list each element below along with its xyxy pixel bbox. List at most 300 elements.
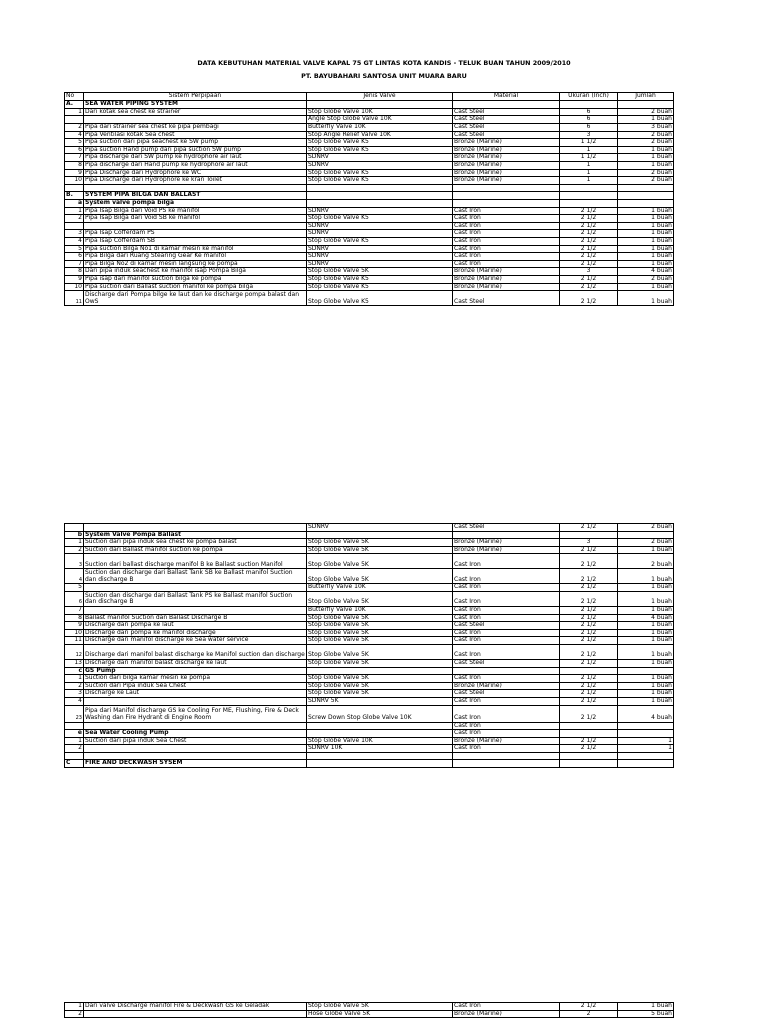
row-system: System Valve Pompa Ballast: [84, 531, 307, 539]
row-size: 2 1/2: [560, 682, 618, 690]
row-material: Bronze (Marine): [453, 162, 560, 170]
row-no: e: [65, 730, 84, 738]
row-material: Cast Iron: [453, 629, 560, 637]
row-valve-type: SDNRV 10K: [307, 745, 453, 753]
table-row: [65, 622, 674, 630]
row-material: Bronze (Marine): [453, 146, 560, 154]
row-no: 6: [65, 591, 84, 606]
row-no: 2: [65, 124, 84, 132]
table-row: [65, 139, 674, 147]
row-size: 2 1/2: [560, 591, 618, 606]
row-size: 3: [560, 268, 618, 276]
row-size: 2: [560, 1010, 618, 1018]
row-valve-type: SDNRV 5K: [307, 697, 453, 705]
table-row: [65, 722, 674, 730]
row-size: 2 1/2: [560, 737, 618, 745]
row-system: Discharge dari pompa ke manifol discharge: [84, 629, 307, 637]
table-row: [65, 1003, 674, 1011]
row-valve-type: SDNRV: [307, 230, 453, 238]
row-material: Cast Iron: [453, 230, 560, 238]
row-material: [453, 184, 560, 192]
row-no: 2: [65, 215, 84, 223]
row-valve-type: [307, 200, 453, 208]
row-material: Cast Steel: [453, 659, 560, 667]
row-valve-type: [307, 722, 453, 730]
row-quantity: 1 buah: [618, 154, 674, 162]
row-size: [560, 760, 618, 768]
table-row: [65, 283, 674, 291]
row-valve-type: [307, 184, 453, 192]
row-system: [84, 584, 307, 592]
row-material: Bronze (Marine): [453, 682, 560, 690]
row-no: 7: [65, 154, 84, 162]
table-row: [65, 200, 674, 208]
row-material: Cast Iron: [453, 591, 560, 606]
document-title: DATA KEBUTUHAN MATERIAL VALVE KAPAL 75 GT LINTAS KOTA KANDIS - TELUK BUAN TAHUN 2009/2010: [197, 59, 571, 67]
row-size: 2 1/2: [560, 637, 618, 645]
row-valve-type: Stop Globe Valve 5K: [307, 591, 453, 606]
table-row: [65, 230, 674, 238]
row-valve-type: Stop Globe Valve 10K: [307, 108, 453, 116]
row-no: [65, 524, 84, 532]
row-quantity: 1 buah: [618, 622, 674, 630]
row-quantity: 1 buah: [618, 644, 674, 659]
row-material: [453, 192, 560, 200]
row-quantity: 1 buah: [618, 162, 674, 170]
row-material: Cast Iron: [453, 569, 560, 584]
row-quantity: [618, 101, 674, 109]
row-no: 1: [65, 675, 84, 683]
row-system: [84, 1010, 307, 1018]
table-row: [65, 192, 674, 200]
row-system: Dari pipa induk seachest ke manifol isap Pompa Bilga: [84, 268, 307, 276]
row-quantity: [618, 531, 674, 539]
table-row: [65, 546, 674, 554]
row-quantity: [618, 730, 674, 738]
table-row: [65, 690, 674, 698]
row-size: [560, 531, 618, 539]
row-valve-type: Butterfly Valve 10K: [307, 584, 453, 592]
row-system: Pipa suction Bilga No1 di kamar mesin ke manifol: [84, 245, 307, 253]
row-system: Pipa suction Hand pump dari pipa suction SW pump: [84, 146, 307, 154]
row-material: Cast Steel: [453, 291, 560, 306]
table-row: [65, 169, 674, 177]
row-quantity: 1 buah: [618, 237, 674, 245]
row-no: 1: [65, 737, 84, 745]
row-system: Pipa dari strainer sea chest ke pipa pembagi: [84, 124, 307, 132]
table-row: [65, 222, 674, 230]
header-quantity: Jumlah: [618, 93, 674, 101]
table-row: [65, 184, 674, 192]
row-size: [560, 192, 618, 200]
row-system: Discharge dari pompa ke laut: [84, 622, 307, 630]
row-size: 1: [560, 146, 618, 154]
row-system: [84, 752, 307, 760]
row-no: 2: [65, 745, 84, 753]
table-row: [65, 745, 674, 753]
row-quantity: 1 buah: [618, 1003, 674, 1011]
row-size: 1: [560, 169, 618, 177]
row-valve-type: Angle Stop Globe Valve 10K: [307, 116, 453, 124]
row-quantity: 2 buah: [618, 139, 674, 147]
table-header-row: [65, 93, 674, 101]
row-size: 2 1/2: [560, 237, 618, 245]
row-quantity: 1 buah: [618, 675, 674, 683]
row-system: Pipa suction dari pipa seachest ke SW pump: [84, 139, 307, 147]
row-no: 3: [65, 554, 84, 569]
row-no: 4: [65, 569, 84, 584]
row-material: [453, 531, 560, 539]
table-row: [65, 705, 674, 722]
row-no: 1: [65, 539, 84, 547]
row-material: Cast Iron: [453, 260, 560, 268]
row-no: 4: [65, 237, 84, 245]
row-size: 2 1/2: [560, 622, 618, 630]
table-row: [65, 637, 674, 645]
row-valve-type: [307, 760, 453, 768]
row-no: 2: [65, 1010, 84, 1018]
row-no: 8: [65, 614, 84, 622]
row-no: 4: [65, 697, 84, 705]
row-quantity: 2 buah: [618, 131, 674, 139]
row-quantity: 1 buah: [618, 215, 674, 223]
row-no: 5: [65, 245, 84, 253]
row-material: Bronze (Marine): [453, 169, 560, 177]
row-system: Suction dan discharge dari Ballast Tank PS ke Ballast manifol Suction dan discharge B: [84, 591, 307, 606]
row-size: 2 1/2: [560, 207, 618, 215]
row-quantity: [618, 184, 674, 192]
row-material: Cast Iron: [453, 637, 560, 645]
table-row: [65, 539, 674, 547]
row-system: [84, 606, 307, 614]
row-quantity: 1 buah: [618, 283, 674, 291]
row-material: Cast Iron: [453, 554, 560, 569]
row-system: Suction dari pipa induk sea chest ke pompa balast: [84, 539, 307, 547]
row-size: 2 1/2: [560, 584, 618, 592]
row-valve-type: SDNRV: [307, 524, 453, 532]
row-no: 2: [65, 682, 84, 690]
row-quantity: 1 buah: [618, 659, 674, 667]
row-no: 9: [65, 622, 84, 630]
row-system: [84, 745, 307, 753]
row-system: Pipa Isap Cofferdam SB: [84, 237, 307, 245]
row-quantity: 1 buah: [618, 245, 674, 253]
row-material: Cast Iron: [453, 722, 560, 730]
row-system: FIRE AND DECKWASH SYSEM: [84, 760, 307, 768]
row-no: [65, 222, 84, 230]
row-size: [560, 184, 618, 192]
row-valve-type: SDNRV: [307, 154, 453, 162]
row-no: 10: [65, 177, 84, 185]
row-material: [453, 667, 560, 675]
row-material: [453, 760, 560, 768]
row-material: Bronze (Marine): [453, 283, 560, 291]
table-row: [65, 737, 674, 745]
row-quantity: [618, 667, 674, 675]
header-material: Material: [453, 93, 560, 101]
row-quantity: [618, 752, 674, 760]
row-valve-type: Stop Globe Valve K5: [307, 291, 453, 306]
row-material: [453, 200, 560, 208]
row-quantity: 2 buah: [618, 539, 674, 547]
table-row: [65, 697, 674, 705]
table-row: [65, 260, 674, 268]
row-valve-type: [307, 531, 453, 539]
row-material: Bronze (Marine): [453, 275, 560, 283]
row-material: Cast Steel: [453, 690, 560, 698]
row-quantity: 1: [618, 737, 674, 745]
row-size: [560, 200, 618, 208]
row-valve-type: Stop Globe Valve 5K: [307, 637, 453, 645]
row-system: Discharge ke Laut: [84, 690, 307, 698]
row-valve-type: Stop Globe Valve 5K: [307, 1003, 453, 1011]
row-quantity: 3 buah: [618, 124, 674, 132]
row-size: [560, 730, 618, 738]
table-row: [65, 245, 674, 253]
row-valve-type: [307, 730, 453, 738]
row-no: 3: [65, 690, 84, 698]
row-valve-type: Stop Globe Valve 5K: [307, 644, 453, 659]
row-no: a: [65, 200, 84, 208]
table-row: [65, 584, 674, 592]
row-quantity: 1 buah: [618, 260, 674, 268]
row-quantity: 2 buah: [618, 275, 674, 283]
row-valve-type: Stop Globe Valve K5: [307, 177, 453, 185]
header-size: Ukuran (Inch): [560, 93, 618, 101]
row-no: B.: [65, 192, 84, 200]
row-system: Suction dari Pipa induk Sea Chest: [84, 682, 307, 690]
row-material: [453, 101, 560, 109]
row-no: 1: [65, 1003, 84, 1011]
header-no: No: [65, 93, 84, 101]
table-row: [65, 760, 674, 768]
row-valve-type: Stop Globe Valve 5K: [307, 622, 453, 630]
table-row: [65, 1010, 674, 1018]
row-system: Dari valve Discharge manifol Fire & Deckwash GS ke Geladak: [84, 1003, 307, 1011]
row-material: Cast Iron: [453, 253, 560, 261]
row-quantity: 1 buah: [618, 690, 674, 698]
row-no: 9: [65, 275, 84, 283]
row-material: Cast Iron: [453, 644, 560, 659]
row-material: Bronze (Marine): [453, 177, 560, 185]
row-valve-type: Stop Globe Valve 5K: [307, 614, 453, 622]
table-row: [65, 131, 674, 139]
row-no: 5: [65, 139, 84, 147]
table-row: [65, 591, 674, 606]
row-quantity: 1 buah: [618, 291, 674, 306]
row-system: Pipa Ventilasi kotak Sea chest: [84, 131, 307, 139]
table-row: [65, 531, 674, 539]
row-size: [560, 722, 618, 730]
table-row: [65, 629, 674, 637]
valve-table-page-2: [64, 523, 674, 768]
row-quantity: 2 buah: [618, 108, 674, 116]
row-material: Cast Iron: [453, 237, 560, 245]
table-row: [65, 154, 674, 162]
row-no: 2: [65, 546, 84, 554]
row-quantity: 1 buah: [618, 116, 674, 124]
table-row: [65, 659, 674, 667]
row-system: [84, 184, 307, 192]
row-valve-type: SDNRV: [307, 162, 453, 170]
row-size: 2 1/2: [560, 675, 618, 683]
row-size: 2 1/2: [560, 291, 618, 306]
row-system: Discharge dari manifol balast discharge ke Manifol suction dan discharge: [84, 644, 307, 659]
row-no: 12: [65, 644, 84, 659]
row-valve-type: Stop Globe Valve K5: [307, 139, 453, 147]
row-system: Discharge dari manifol discharge ke Sea water service: [84, 637, 307, 645]
table-row: [65, 237, 674, 245]
table-row: [65, 177, 674, 185]
row-material: Cast Steel: [453, 622, 560, 630]
row-size: 3: [560, 539, 618, 547]
row-material: Cast Iron: [453, 705, 560, 722]
table-row: [65, 614, 674, 622]
table-row: [65, 146, 674, 154]
row-material: [453, 752, 560, 760]
row-size: [560, 752, 618, 760]
row-valve-type: Screw Down Stop Globe Valve 10K: [307, 705, 453, 722]
row-size: 2 1/2: [560, 524, 618, 532]
row-quantity: 5 buah: [618, 1010, 674, 1018]
row-valve-type: Stop Globe Valve 5K: [307, 675, 453, 683]
row-quantity: 2 buah: [618, 169, 674, 177]
row-valve-type: SDNRV: [307, 253, 453, 261]
row-no: 10: [65, 283, 84, 291]
row-valve-type: Stop Globe Valve K5: [307, 146, 453, 154]
valve-table-page-3: [64, 1002, 674, 1018]
row-no: 6: [65, 146, 84, 154]
row-system: Suction dari bilga kamar mesin ke pompa: [84, 675, 307, 683]
row-quantity: 1 buah: [618, 591, 674, 606]
row-system: Pipa suction dari Ballast suction manifol ke pompa bilga: [84, 283, 307, 291]
row-system: [84, 722, 307, 730]
row-system: [84, 116, 307, 124]
row-quantity: 1 buah: [618, 230, 674, 238]
row-size: 3: [560, 131, 618, 139]
row-system: Pipa dari Manifol discharge GS ke Cooling For ME, Flushing, Fire & Deck Washing dan Fire Hydrant di Engine Room: [84, 705, 307, 722]
table-row: [65, 554, 674, 569]
row-material: Cast Steel: [453, 124, 560, 132]
table-row: [65, 675, 674, 683]
row-quantity: 1 buah: [618, 253, 674, 261]
row-valve-type: Stop Globe Valve 5K: [307, 539, 453, 547]
row-quantity: 4 buah: [618, 705, 674, 722]
row-system: Pipa isap dari manifol suction bilga ke pompa: [84, 275, 307, 283]
table-row: [65, 644, 674, 659]
row-no: 11: [65, 637, 84, 645]
row-no: 8: [65, 268, 84, 276]
row-system: Suction dari ballast discharge manifol B ke Ballast suction Manifol: [84, 554, 307, 569]
row-valve-type: SDNRV: [307, 260, 453, 268]
table-row: [65, 268, 674, 276]
row-quantity: 2 buah: [618, 177, 674, 185]
row-system: Discharge dari Pompa bilge ke laut dan ke discharge pompa balast dan OwS: [84, 291, 307, 306]
row-no: 8: [65, 162, 84, 170]
row-no: 3: [65, 230, 84, 238]
row-system: Pipa Discharge dari Hydrophore ke WC: [84, 169, 307, 177]
table-row: [65, 275, 674, 283]
row-system: Pipa discharge dari SW pump ke hydrophore air laut: [84, 154, 307, 162]
row-no: b: [65, 531, 84, 539]
row-valve-type: SDNRV: [307, 245, 453, 253]
row-valve-type: Stop Globe Valve K5: [307, 283, 453, 291]
row-quantity: 1 buah: [618, 682, 674, 690]
row-size: 2 1/2: [560, 222, 618, 230]
row-size: 2 1/2: [560, 690, 618, 698]
row-valve-type: SDNRV: [307, 222, 453, 230]
row-quantity: 1 buah: [618, 146, 674, 154]
row-material: Cast Iron: [453, 207, 560, 215]
table-row: [65, 752, 674, 760]
row-system: Suction dari pipa induk Sea Chest: [84, 737, 307, 745]
row-material: Bronze (Marine): [453, 268, 560, 276]
row-material: Cast Steel: [453, 131, 560, 139]
row-system: SYSTEM PIPA BILGA DAN BALLAST: [84, 192, 307, 200]
row-size: 2 1/2: [560, 230, 618, 238]
row-size: 2 1/2: [560, 546, 618, 554]
row-size: 2 1/2: [560, 260, 618, 268]
row-size: 6: [560, 108, 618, 116]
row-size: 2 1/2: [560, 659, 618, 667]
table-row: [65, 116, 674, 124]
header-valve-type: Jenis Valve: [307, 93, 453, 101]
table-row: [65, 215, 674, 223]
row-valve-type: Stop Globe Valve K5: [307, 169, 453, 177]
row-material: Bronze (Marine): [453, 737, 560, 745]
row-no: [65, 116, 84, 124]
document-subtitle: PT. BAYUBAHARI SANTOSA UNIT MUARA BARU: [301, 72, 467, 80]
row-valve-type: [307, 667, 453, 675]
row-valve-type: Stop Globe Valve 5K: [307, 554, 453, 569]
row-system: SEA WATER PIPING SYSTEM: [84, 101, 307, 109]
row-system: Pipa Isap Cofferdam PS: [84, 230, 307, 238]
row-no: 9: [65, 169, 84, 177]
table-row: [65, 569, 674, 584]
row-system: [84, 697, 307, 705]
row-material: Bronze (Marine): [453, 1010, 560, 1018]
row-system: GS Pump: [84, 667, 307, 675]
row-quantity: 1 buah: [618, 569, 674, 584]
row-system: Dari kotak sea chest ke strainer: [84, 108, 307, 116]
row-valve-type: Stop Globe Valve 5K: [307, 546, 453, 554]
row-valve-type: Stop Globe Valve 5K: [307, 629, 453, 637]
row-no: 7: [65, 260, 84, 268]
row-system: [84, 524, 307, 532]
row-size: 1: [560, 177, 618, 185]
row-system: Suction dari Ballast manifol suction ke pompa: [84, 546, 307, 554]
row-size: [560, 101, 618, 109]
row-system: [84, 222, 307, 230]
row-size: 2 1/2: [560, 1003, 618, 1011]
row-size: 6: [560, 124, 618, 132]
row-size: 1 1/2: [560, 154, 618, 162]
row-size: 2 1/2: [560, 569, 618, 584]
row-valve-type: [307, 752, 453, 760]
row-material: Cast Iron: [453, 697, 560, 705]
row-valve-type: Stop Globe Valve 5K: [307, 690, 453, 698]
row-no: 13: [65, 659, 84, 667]
valve-table-page-1: [64, 92, 674, 306]
row-quantity: 1 buah: [618, 222, 674, 230]
row-size: 2 1/2: [560, 629, 618, 637]
row-no: 11: [65, 291, 84, 306]
row-material: Cast Iron: [453, 675, 560, 683]
row-material: Cast Iron: [453, 245, 560, 253]
row-material: Bronze (Marine): [453, 539, 560, 547]
row-size: 2 1/2: [560, 644, 618, 659]
row-no: c: [65, 667, 84, 675]
